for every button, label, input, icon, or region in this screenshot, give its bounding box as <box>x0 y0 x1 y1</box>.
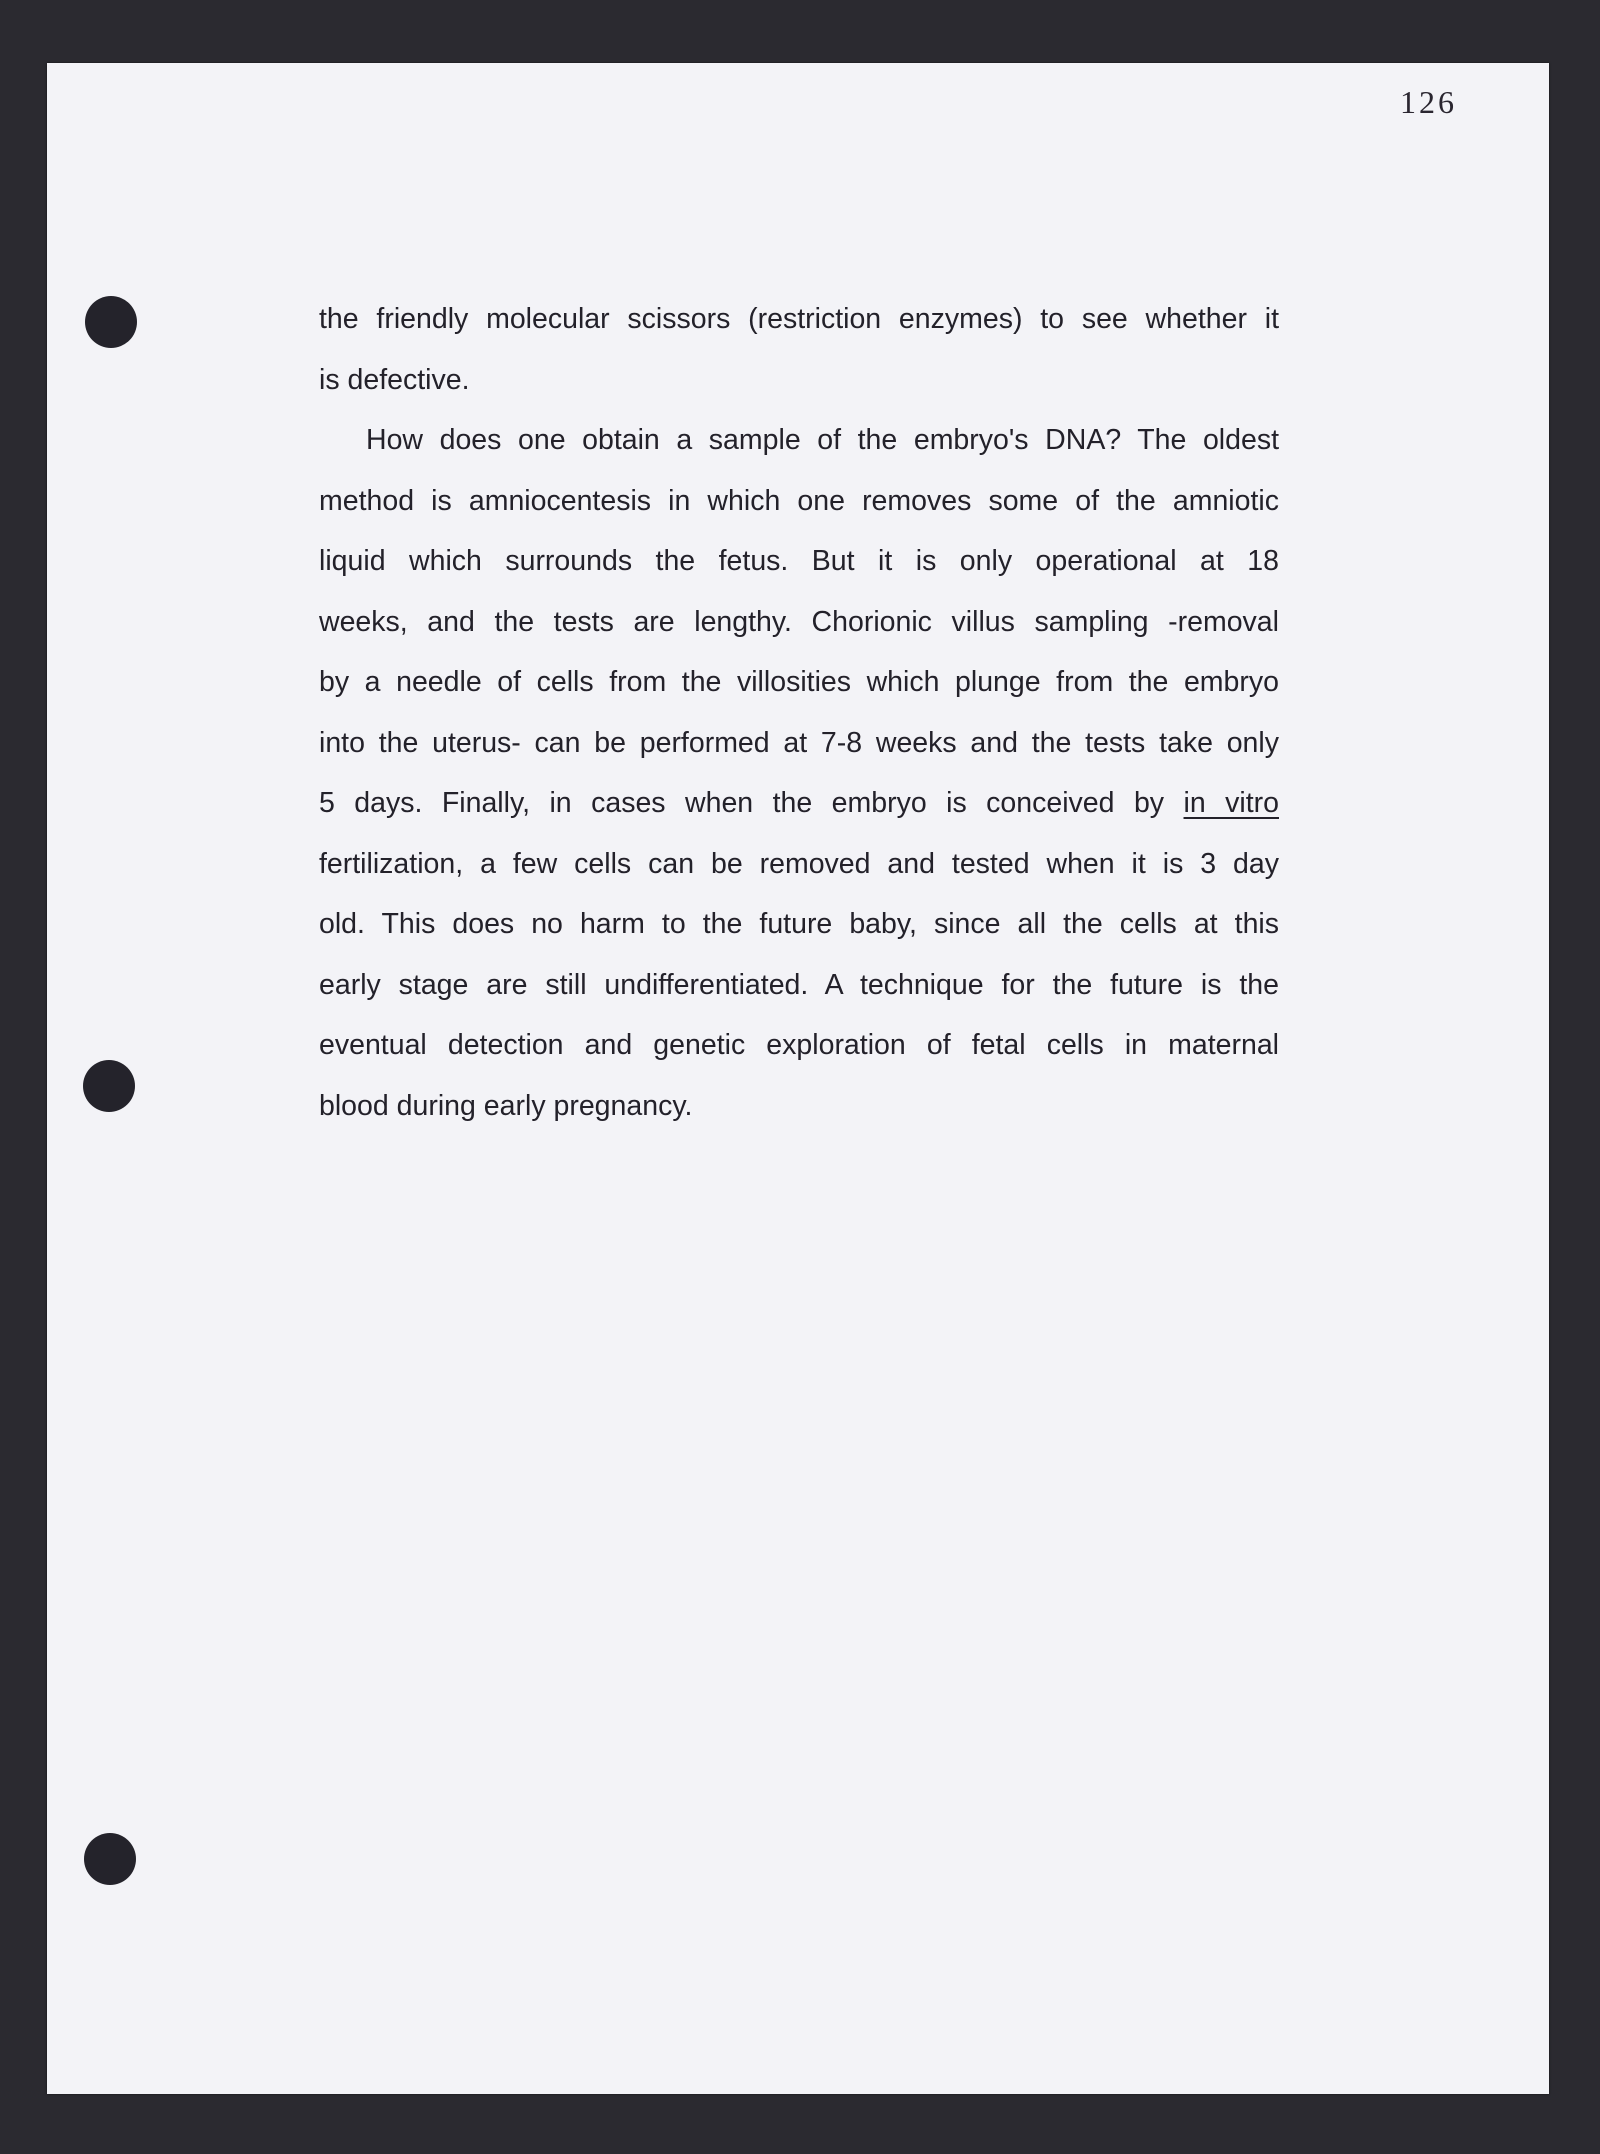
text-line: is defective. <box>319 363 470 396</box>
text-line: liquid which surrounds the fetus. But it is only operational at 18 <box>319 545 1279 577</box>
page-number: 126 <box>1400 84 1457 120</box>
punch-hole <box>83 1060 135 1112</box>
text-line: by a needle of cells from the villosities which plunge from the embryo <box>319 666 1279 698</box>
punch-hole <box>84 1833 136 1885</box>
text-line: old. This does no harm to the future baby, since all the cells at this <box>319 908 1279 940</box>
text-line: blood during early pregnancy. <box>319 1089 693 1122</box>
underlined-term: in vitro <box>1183 787 1279 819</box>
body-text <box>319 289 1279 1136</box>
text-line: early stage are still undifferentiated. A technique for the future is the <box>319 968 1279 1001</box>
punch-hole <box>85 296 137 348</box>
text-line: into the uterus- can be performed at 7-8 weeks and the tests take only <box>319 726 1279 759</box>
text-segment: 5 days. Finally, in cases when the embryo is conceived by <box>319 787 1184 819</box>
text-line: How does one obtain a sample of the embryo's DNA? The oldest <box>366 424 1279 456</box>
text-line: fertilization, a few cells can be removed and tested when it is 3 day <box>319 847 1279 880</box>
text-line: the friendly molecular scissors (restriction enzymes) to see whether it <box>319 303 1279 335</box>
text-line <box>319 773 1279 834</box>
text-line: weeks, and the tests are lengthy. Chorionic villus sampling -removal <box>319 605 1279 638</box>
text-line: eventual detection and genetic exploration of fetal cells in maternal <box>319 1029 1279 1061</box>
text-line: method is amniocentesis in which one removes some of the amniotic <box>319 484 1279 517</box>
